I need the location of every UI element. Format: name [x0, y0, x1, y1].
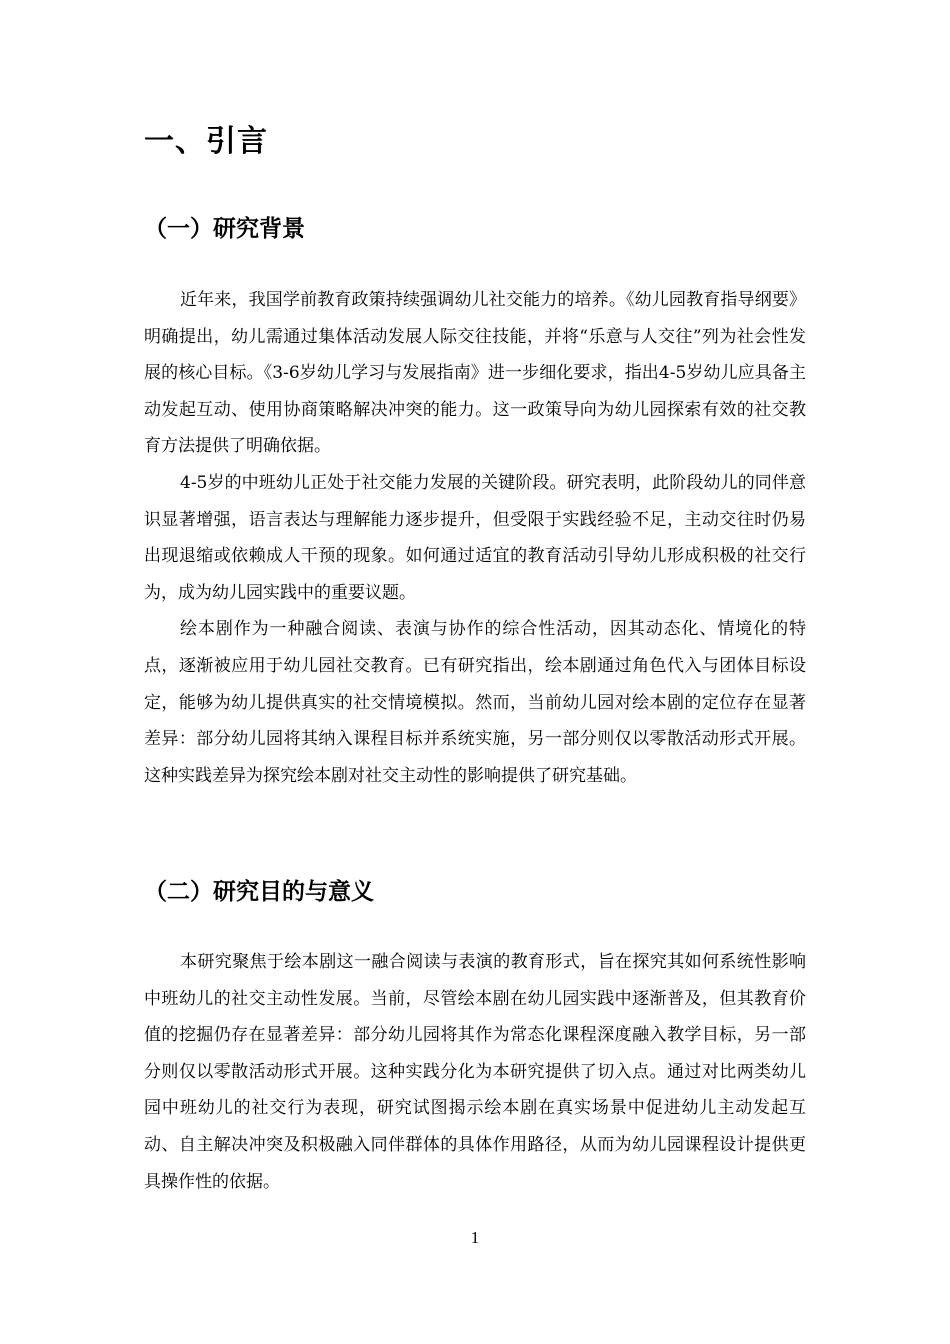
- paragraph: 4-5岁的中班幼儿正处于社交能力发展的关键阶段。研究表明，此阶段幼儿的同伴意识显著增强，语言表达与理解能力逐步提升，但受限于实践经验不足，主动交往时仍易出现退缩或依赖成人干预的现象。如何通过适宜的教育活动引导幼儿形成积极的社交行为，成为幼儿园实践中的重要议题。: [144, 472, 806, 603]
- paragraph: 绘本剧作为一种融合阅读、表演与协作的综合性活动，因其动态化、情境化的特点，逐渐被应用于幼儿园社交教育。已有研究指出，绘本剧通过角色代入与团体目标设定，能够为幼儿提供真实的社交情境模拟。然而，当前幼儿园对绘本剧的定位存在显著差异：部分幼儿园将其纳入课程目标并系统实施，另一部分则仅以零散活动形式开展。这种实践差异为探究绘本剧对社交主动性的影响提供了研究基础。: [144, 619, 806, 786]
- chapter-heading: 一、引言: [144, 124, 268, 159]
- section-body-purpose: [144, 944, 806, 1200]
- section-body-background: [144, 282, 806, 794]
- section-title-background: （一）研究背景: [144, 216, 305, 242]
- paragraph: 本研究聚焦于绘本剧这一融合阅读与表演的教育形式，旨在探究其如何系统性影响中班幼儿的社交主动性发展。当前，尽管绘本剧在幼儿园实践中逐渐普及，但其教育价值的挖掘仍存在显著差异：部分幼儿园将其作为常态化课程深度融入教学目标，另一部分则仅以零散活动形式开展。这种实践分化为本研究提供了切入点。通过对比两类幼儿园中班幼儿的社交行为表现，研究试图揭示绘本剧在真实场景中促进幼儿主动发起互动、自主解决冲突及积极融入同伴群体的具体作用路径，从而为幼儿园课程设计提供更具操作性的依据。: [144, 952, 806, 1192]
- section-title-purpose: （二）研究目的与意义: [144, 879, 374, 905]
- page-number: 1: [470, 1228, 480, 1247]
- paragraph: 近年来，我国学前教育政策持续强调幼儿社交能力的培养。《幼儿园教育指导纲要》明确提出，幼儿需通过集体活动发展人际交往技能，并将“乐意与人交往”列为社会性发展的核心目标。《3-6岁幼儿学习与发展指南》进一步细化要求，指出4-5岁幼儿应具备主动发起互动、使用协商策略解决冲突的能力。这一政策导向为幼儿园探索有效的社交教育方法提供了明确依据。: [144, 290, 806, 457]
